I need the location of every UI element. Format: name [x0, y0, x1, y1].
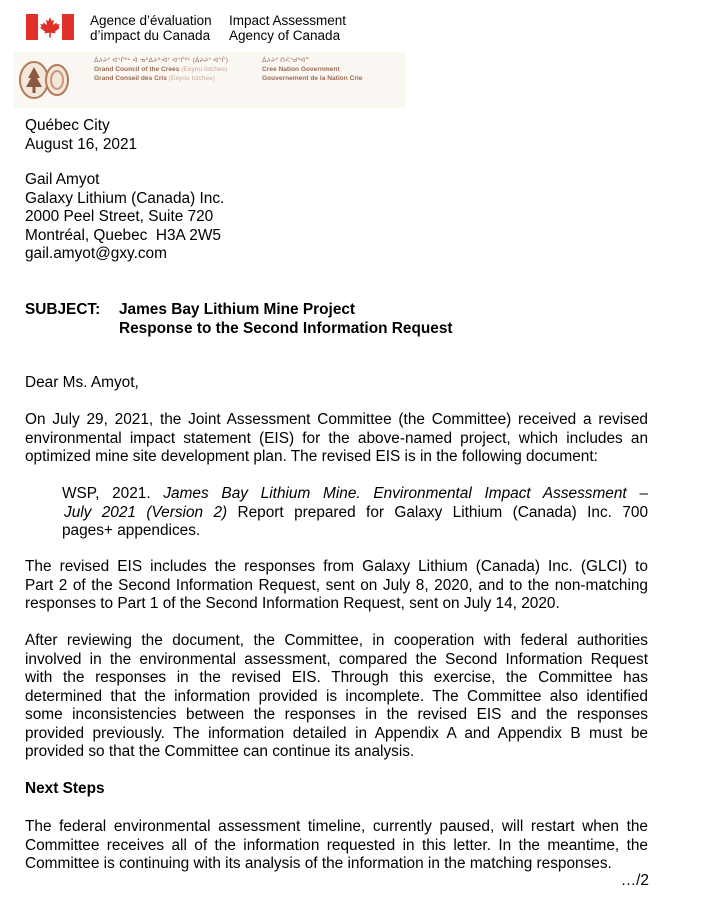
paragraph-line: with the responses in the revised EIS. Through this exercise, the Committee has [25, 669, 648, 686]
subject-title [119, 301, 453, 338]
reference-author: WSP, 2021. [62, 485, 151, 502]
cree-government-names: ᐄᔨᔨᐤ ᑎᐹᔅᑯᐦᐊᓐ Cree Nation Government Gouvernement de la Nation Crie [262, 57, 363, 82]
salutation: Dear Ms. Amyot, [25, 374, 139, 391]
paragraph-line: environmental impact statement (EIS) for the above-named project, which includes an [25, 429, 648, 447]
document-reference [62, 485, 648, 541]
subject-line-2: Response to the Second Information Request [119, 319, 453, 337]
paragraph-line: provided so that the Committee can continue its analysis. [25, 743, 415, 760]
paragraph-next-steps [25, 818, 648, 874]
agency-name-french: Agence d’évaluation d’impact du Canada [90, 13, 212, 43]
cree-government-syllabics: ᐄᔨᔨᐤ ᑎᐹᔅᑯᐦᐊᓐ [262, 57, 310, 64]
paragraph-line: some inconsistencies between the responses in the revised EIS and the responses [25, 706, 648, 723]
paragraph-line: The federal environmental assessment timeline, currently paused, will restart when the [25, 818, 648, 835]
place-date [25, 117, 137, 154]
recipient-address [25, 171, 224, 264]
paragraph-line: provided previously. The information detailed in Appendix A and Appendix B must be [25, 724, 648, 742]
paragraph-line: responses to Part 1 of the Second Information Request, sent on July 14, 2020. [25, 595, 560, 612]
paragraph-line: involved in the environmental assessment, compared the Second Information Request [25, 650, 648, 668]
agency-name-english: Impact Assessment Agency of Canada [229, 13, 347, 43]
page-continuation-marker: …/2 [620, 872, 649, 889]
paragraph-line: Committee receives all of the information requested in this letter. In the meantime, the [25, 836, 648, 854]
cree-nation-seal-icon [18, 58, 70, 102]
paragraph-review [25, 632, 648, 762]
cree-council-syllabics: ᐄᔨᔨᐤ ᐊᔅᒌᐦᒡ ᐋ ᓀᐦᐃᔨᐦᐧᐋᐤ ᐊᔅᒌᐦᒡ (ᐄᔨᔨᐤ ᐊᔅᒌ) [94, 57, 229, 64]
paragraph-line: On July 29, 2021, the Joint Assessment Committee (the Committee) received a revised [25, 411, 648, 428]
reference-title: James Bay Lithium Mine. Environmental Impact Assessment – [163, 485, 648, 502]
recipient-company: Galaxy Lithium (Canada) Inc. [25, 189, 225, 207]
recipient-street: 2000 Peel Street, Suite 720 [25, 208, 214, 225]
date: August 16, 2021 [25, 135, 138, 153]
recipient-name: Gail Amyot [25, 171, 100, 188]
recipient-city: Montréal, Quebec H3A 2W5 [25, 226, 221, 244]
reference-pages: pages+ appendices. [62, 522, 201, 539]
cree-council-names: ᐄᔨᔨᐤ ᐊᔅᒌᐦᒡ ᐋ ᓀᐦᐃᔨᐦᐧᐋᐤ ᐊᔅᒌᐦᒡ (ᐄᔨᔨᐤ ᐊᔅᒌ) Grand Council of the Crees (Eeyou Istchee) Grand Conseil des Cris (Eeyou Istchee) [94, 57, 229, 82]
paragraph-line: The revised EIS includes the responses from Galaxy Lithium (Canada) Inc. (GLCI) to [25, 558, 648, 575]
canada-flag-icon [26, 14, 74, 40]
recipient-email: gail.amyot@gxy.com [25, 245, 167, 262]
paragraph-revised-eis [25, 558, 648, 614]
paragraph-line: optimized mine site development plan. The revised EIS is in the following document: [25, 448, 598, 465]
paragraph-intro [25, 411, 648, 467]
subject-line-1: James Bay Lithium Mine Project [119, 301, 356, 318]
next-steps-heading: Next Steps [25, 780, 105, 797]
paragraph-line: After reviewing the document, the Committee, in cooperation with federal authorities [25, 632, 648, 649]
paragraph-line: determined that the information provided is incomplete. The Committee also identified [25, 687, 648, 705]
subject-label: SUBJECT: [25, 301, 101, 318]
city: Québec City [25, 117, 110, 134]
paragraph-line: Part 2 of the Second Information Request, sent on July 8, 2020, and to the non-matching [25, 576, 648, 594]
reference-details: Report prepared for Galaxy Lithium (Canada) Inc. 700 [227, 503, 649, 521]
paragraph-line: Committee is continuing with its analysis of the information in the matching responses. [25, 855, 612, 872]
reference-title-continued: July 2021 (Version 2) [64, 503, 228, 521]
